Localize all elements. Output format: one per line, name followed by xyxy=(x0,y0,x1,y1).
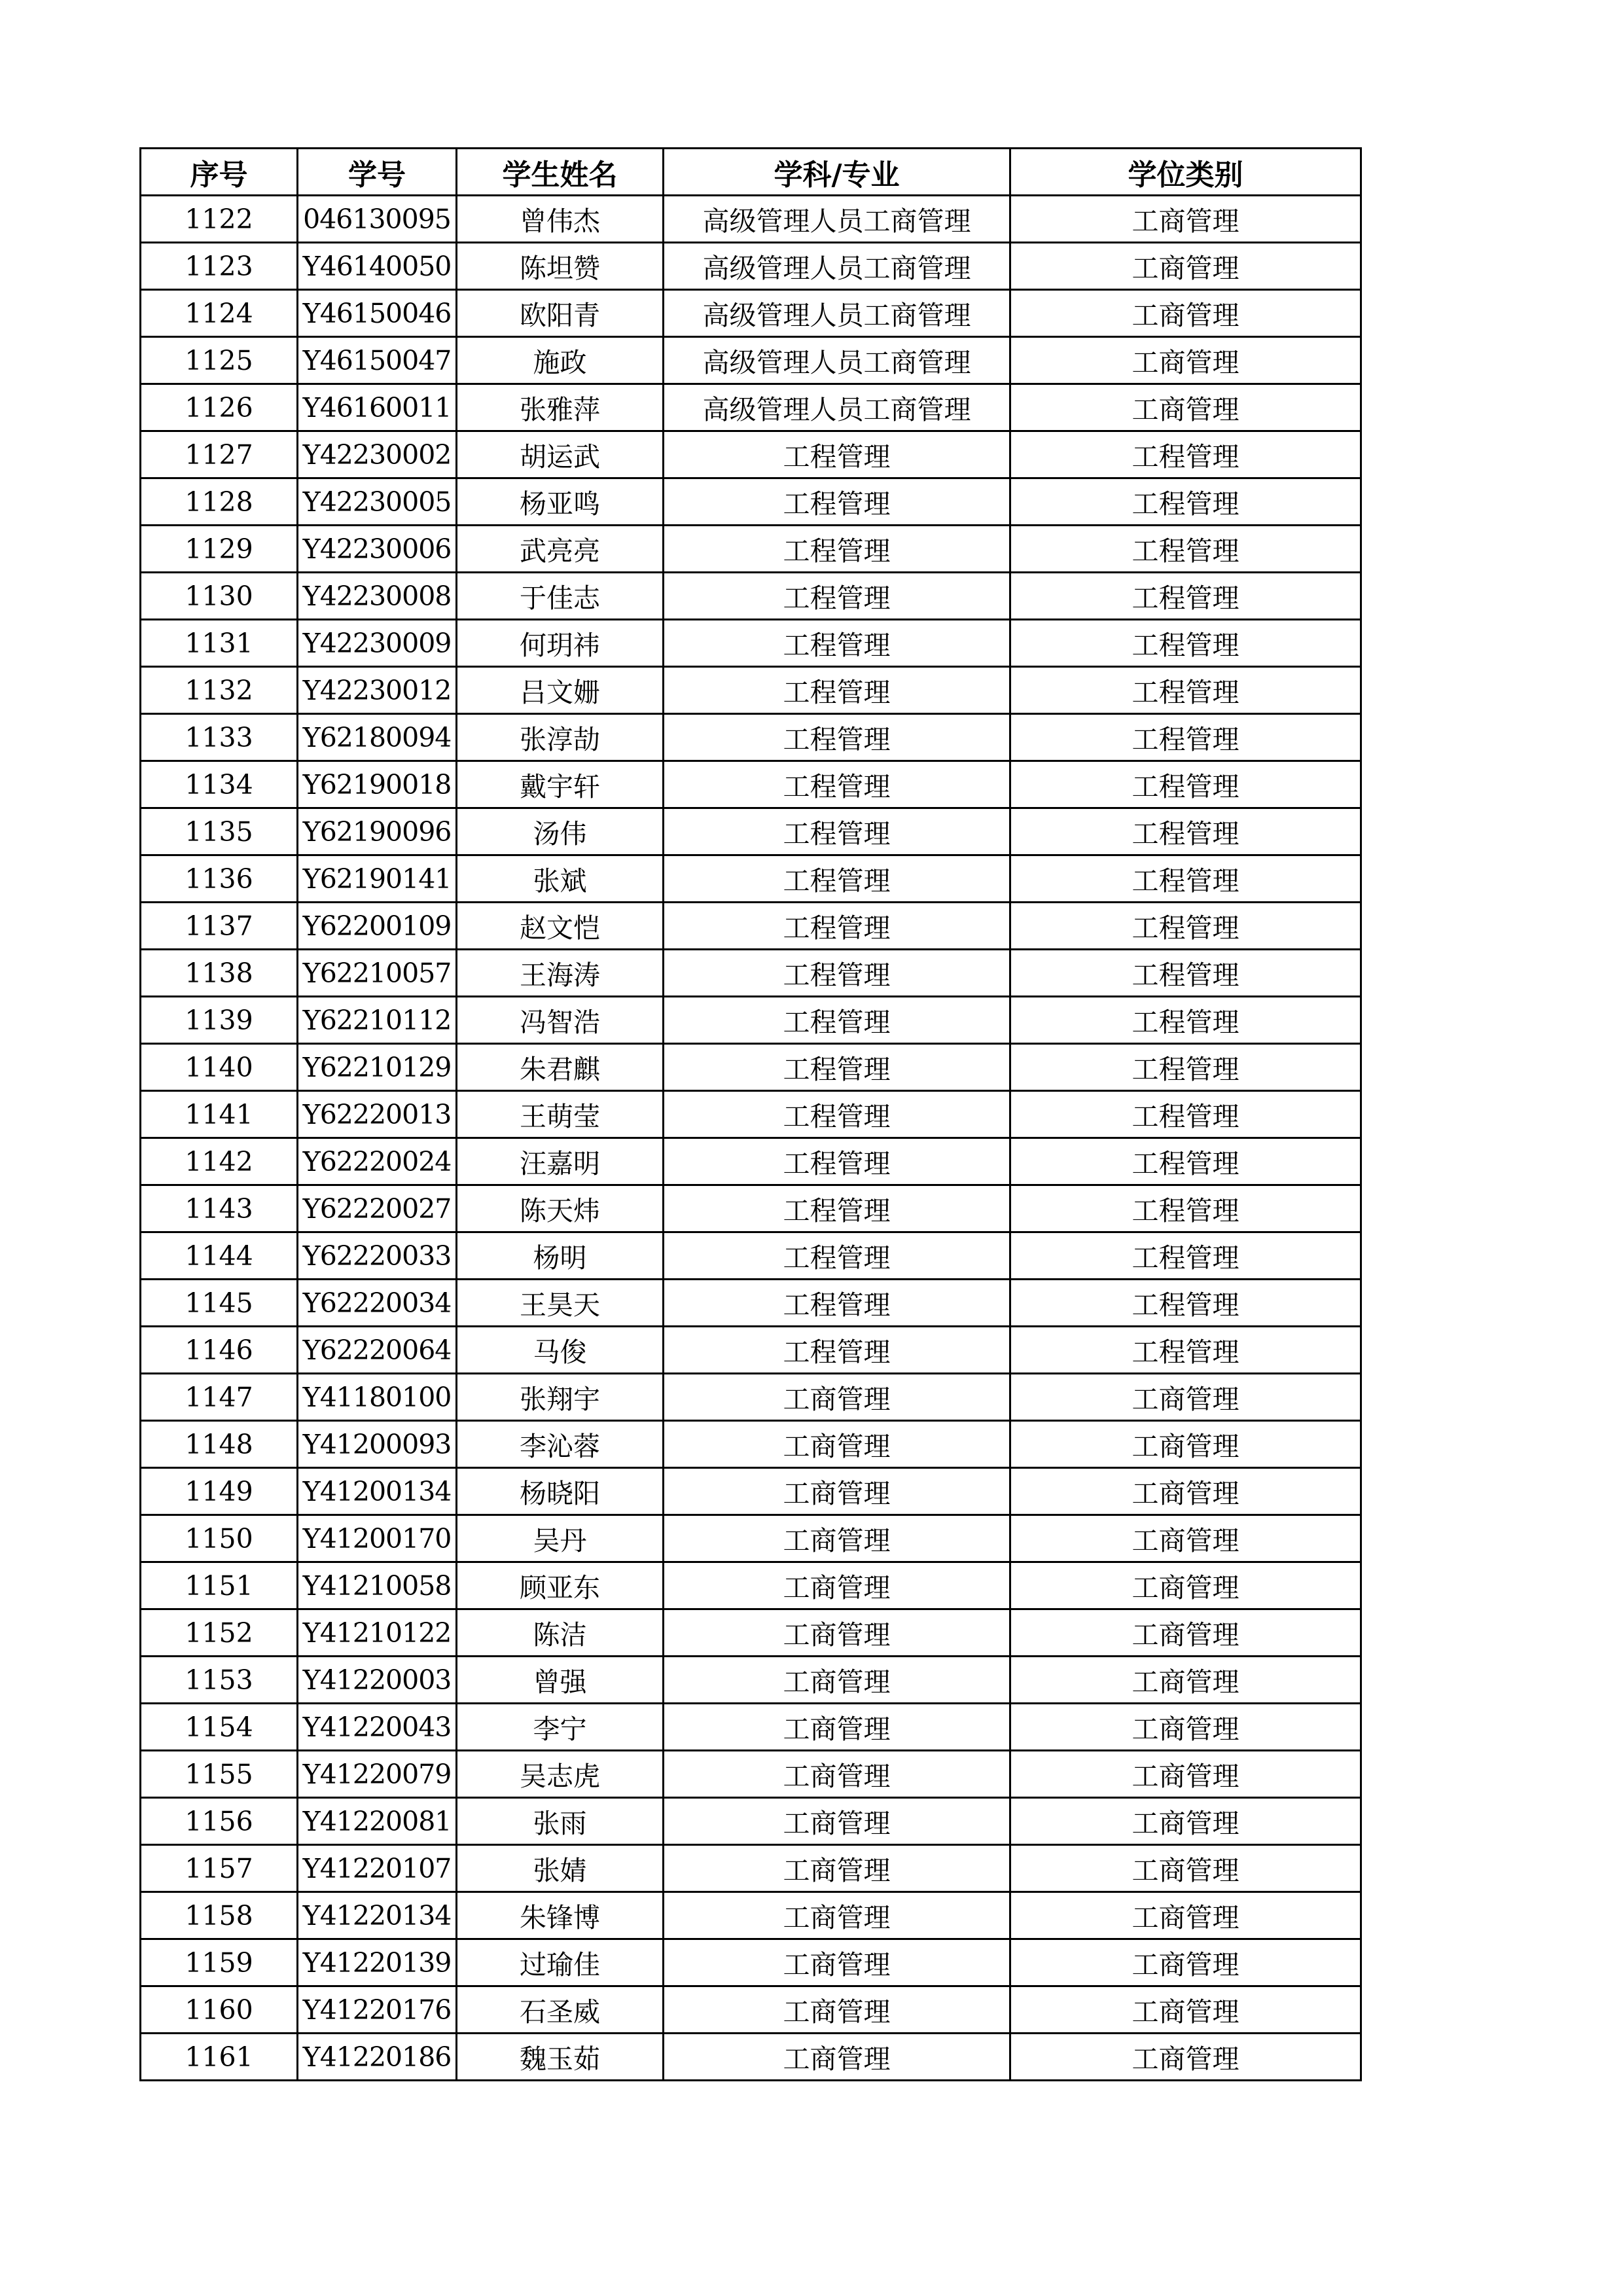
table-row xyxy=(141,903,1361,950)
cell-student-name: 武亮亮 xyxy=(457,526,664,573)
cell-student-name: 汤伟 xyxy=(457,808,664,855)
cell-seq: 1135 xyxy=(141,808,298,855)
cell-student-id: Y42230012 xyxy=(298,667,457,714)
cell-seq: 1157 xyxy=(141,1845,298,1892)
cell-major: 高级管理人员工商管理 xyxy=(664,337,1010,384)
cell-student-id: Y41220081 xyxy=(298,1798,457,1845)
cell-major: 工程管理 xyxy=(664,526,1010,573)
cell-degree-type: 工程管理 xyxy=(1010,1280,1361,1327)
table-row xyxy=(141,384,1361,431)
cell-degree-type: 工商管理 xyxy=(1010,1704,1361,1751)
cell-student-name: 吕文姗 xyxy=(457,667,664,714)
cell-degree-type: 工程管理 xyxy=(1010,997,1361,1044)
cell-student-id: Y62200109 xyxy=(298,903,457,950)
cell-degree-type: 工程管理 xyxy=(1010,1232,1361,1280)
cell-degree-type: 工商管理 xyxy=(1010,337,1361,384)
cell-degree-type: 工商管理 xyxy=(1010,290,1361,337)
cell-seq: 1138 xyxy=(141,950,298,997)
table-row xyxy=(141,337,1361,384)
cell-seq: 1150 xyxy=(141,1515,298,1562)
cell-degree-type: 工程管理 xyxy=(1010,855,1361,903)
cell-seq: 1132 xyxy=(141,667,298,714)
cell-degree-type: 工商管理 xyxy=(1010,1845,1361,1892)
cell-student-id: Y46150046 xyxy=(298,290,457,337)
cell-seq: 1152 xyxy=(141,1609,298,1657)
cell-student-id: Y62190096 xyxy=(298,808,457,855)
cell-major: 工商管理 xyxy=(664,1798,1010,1845)
cell-student-id: Y41220107 xyxy=(298,1845,457,1892)
cell-degree-type: 工商管理 xyxy=(1010,1421,1361,1468)
cell-student-name: 汪嘉明 xyxy=(457,1138,664,1185)
cell-student-name: 杨亚鸣 xyxy=(457,478,664,526)
table-row xyxy=(141,855,1361,903)
cell-degree-type: 工商管理 xyxy=(1010,2034,1361,2081)
table-row xyxy=(141,196,1361,243)
cell-seq: 1143 xyxy=(141,1185,298,1232)
cell-degree-type: 工程管理 xyxy=(1010,478,1361,526)
cell-student-id: Y46160011 xyxy=(298,384,457,431)
cell-degree-type: 工商管理 xyxy=(1010,1657,1361,1704)
table-row xyxy=(141,1892,1361,1939)
cell-student-name: 陈洁 xyxy=(457,1609,664,1657)
cell-student-name: 施政 xyxy=(457,337,664,384)
cell-seq: 1159 xyxy=(141,1939,298,1986)
cell-student-id: Y42230009 xyxy=(298,620,457,667)
table-row xyxy=(141,1562,1361,1609)
cell-degree-type: 工商管理 xyxy=(1010,1939,1361,1986)
cell-seq: 1125 xyxy=(141,337,298,384)
cell-major: 工程管理 xyxy=(664,761,1010,808)
table-row xyxy=(141,997,1361,1044)
table-row xyxy=(141,1704,1361,1751)
cell-student-name: 张雨 xyxy=(457,1798,664,1845)
cell-student-id: Y41210122 xyxy=(298,1609,457,1657)
cell-student-name: 吴丹 xyxy=(457,1515,664,1562)
cell-student-name: 曾伟杰 xyxy=(457,196,664,243)
table-row xyxy=(141,1044,1361,1091)
cell-seq: 1131 xyxy=(141,620,298,667)
table-row xyxy=(141,1657,1361,1704)
cell-major: 工商管理 xyxy=(664,2034,1010,2081)
cell-major: 工程管理 xyxy=(664,714,1010,761)
cell-seq: 1123 xyxy=(141,243,298,290)
cell-seq: 1136 xyxy=(141,855,298,903)
cell-student-name: 胡运武 xyxy=(457,431,664,478)
cell-seq: 1142 xyxy=(141,1138,298,1185)
cell-major: 工程管理 xyxy=(664,1232,1010,1280)
cell-student-name: 陈天炜 xyxy=(457,1185,664,1232)
cell-student-name: 马俊 xyxy=(457,1327,664,1374)
cell-student-id: Y41220176 xyxy=(298,1986,457,2034)
cell-student-name: 张翔宇 xyxy=(457,1374,664,1421)
cell-student-name: 张斌 xyxy=(457,855,664,903)
cell-student-id: Y62220027 xyxy=(298,1185,457,1232)
cell-degree-type: 工程管理 xyxy=(1010,573,1361,620)
header-seq: 序号 xyxy=(141,149,298,196)
cell-major: 工商管理 xyxy=(664,1751,1010,1798)
table-row xyxy=(141,1185,1361,1232)
cell-seq: 1126 xyxy=(141,384,298,431)
cell-major: 工商管理 xyxy=(664,1986,1010,2034)
cell-student-name: 陈坦赞 xyxy=(457,243,664,290)
cell-major: 工商管理 xyxy=(664,1609,1010,1657)
cell-seq: 1145 xyxy=(141,1280,298,1327)
cell-major: 工商管理 xyxy=(664,1374,1010,1421)
cell-seq: 1128 xyxy=(141,478,298,526)
table-row xyxy=(141,1468,1361,1515)
cell-seq: 1160 xyxy=(141,1986,298,2034)
cell-student-name: 杨晓阳 xyxy=(457,1468,664,1515)
cell-seq: 1151 xyxy=(141,1562,298,1609)
cell-major: 工程管理 xyxy=(664,620,1010,667)
cell-seq: 1140 xyxy=(141,1044,298,1091)
cell-student-name: 戴宇轩 xyxy=(457,761,664,808)
table-row xyxy=(141,1232,1361,1280)
cell-major: 工程管理 xyxy=(664,667,1010,714)
cell-major: 工商管理 xyxy=(664,1468,1010,1515)
cell-degree-type: 工商管理 xyxy=(1010,1609,1361,1657)
cell-student-id: Y41220003 xyxy=(298,1657,457,1704)
header-degree-type: 学位类别 xyxy=(1010,149,1361,196)
cell-major: 工程管理 xyxy=(664,1185,1010,1232)
cell-seq: 1141 xyxy=(141,1091,298,1138)
cell-student-name: 王昊天 xyxy=(457,1280,664,1327)
cell-student-name: 杨明 xyxy=(457,1232,664,1280)
table-header xyxy=(141,149,1361,196)
cell-major: 高级管理人员工商管理 xyxy=(664,384,1010,431)
cell-major: 工程管理 xyxy=(664,1044,1010,1091)
cell-major: 工程管理 xyxy=(664,950,1010,997)
cell-seq: 1133 xyxy=(141,714,298,761)
cell-student-name: 朱君麒 xyxy=(457,1044,664,1091)
cell-degree-type: 工程管理 xyxy=(1010,808,1361,855)
cell-student-name: 何玥祎 xyxy=(457,620,664,667)
cell-degree-type: 工程管理 xyxy=(1010,1185,1361,1232)
cell-major: 工程管理 xyxy=(664,1091,1010,1138)
cell-major: 工商管理 xyxy=(664,1421,1010,1468)
table-row xyxy=(141,431,1361,478)
header-student-name: 学生姓名 xyxy=(457,149,664,196)
cell-degree-type: 工商管理 xyxy=(1010,1374,1361,1421)
cell-student-id: Y62220064 xyxy=(298,1327,457,1374)
cell-seq: 1158 xyxy=(141,1892,298,1939)
cell-degree-type: 工商管理 xyxy=(1010,1515,1361,1562)
cell-student-id: Y62210129 xyxy=(298,1044,457,1091)
cell-seq: 1148 xyxy=(141,1421,298,1468)
cell-seq: 1139 xyxy=(141,997,298,1044)
cell-major: 工程管理 xyxy=(664,1138,1010,1185)
cell-student-id: Y62180094 xyxy=(298,714,457,761)
table-row xyxy=(141,1374,1361,1421)
cell-student-name: 欧阳青 xyxy=(457,290,664,337)
cell-seq: 1124 xyxy=(141,290,298,337)
cell-student-name: 张雅萍 xyxy=(457,384,664,431)
table-row xyxy=(141,1091,1361,1138)
table-row xyxy=(141,1327,1361,1374)
table-row xyxy=(141,2034,1361,2081)
cell-student-name: 吴志虎 xyxy=(457,1751,664,1798)
cell-major: 工商管理 xyxy=(664,1892,1010,1939)
table-row xyxy=(141,1280,1361,1327)
cell-major: 工程管理 xyxy=(664,1327,1010,1374)
header-student-id: 学号 xyxy=(298,149,457,196)
cell-student-name: 石圣威 xyxy=(457,1986,664,2034)
table-row xyxy=(141,1421,1361,1468)
cell-major: 工商管理 xyxy=(664,1845,1010,1892)
cell-degree-type: 工商管理 xyxy=(1010,1986,1361,2034)
cell-seq: 1130 xyxy=(141,573,298,620)
cell-major: 工程管理 xyxy=(664,808,1010,855)
cell-degree-type: 工程管理 xyxy=(1010,950,1361,997)
cell-degree-type: 工商管理 xyxy=(1010,1468,1361,1515)
cell-student-id: Y62220013 xyxy=(298,1091,457,1138)
cell-student-name: 张淳劼 xyxy=(457,714,664,761)
cell-student-name: 赵文恺 xyxy=(457,903,664,950)
cell-seq: 1156 xyxy=(141,1798,298,1845)
cell-seq: 1153 xyxy=(141,1657,298,1704)
cell-major: 高级管理人员工商管理 xyxy=(664,196,1010,243)
cell-degree-type: 工程管理 xyxy=(1010,903,1361,950)
cell-student-id: Y42230002 xyxy=(298,431,457,478)
cell-student-name: 李宁 xyxy=(457,1704,664,1751)
table-row xyxy=(141,1751,1361,1798)
cell-student-name: 曾强 xyxy=(457,1657,664,1704)
header-row xyxy=(141,149,1361,196)
cell-major: 工商管理 xyxy=(664,1657,1010,1704)
table-row xyxy=(141,243,1361,290)
cell-student-id: Y41210058 xyxy=(298,1562,457,1609)
table-row xyxy=(141,290,1361,337)
cell-student-id: Y41220134 xyxy=(298,1892,457,1939)
header-major: 学科/专业 xyxy=(664,149,1010,196)
cell-student-name: 朱锋博 xyxy=(457,1892,664,1939)
cell-student-id: Y62190018 xyxy=(298,761,457,808)
cell-major: 高级管理人员工商管理 xyxy=(664,243,1010,290)
cell-student-id: Y46150047 xyxy=(298,337,457,384)
table-row xyxy=(141,1609,1361,1657)
table-row xyxy=(141,950,1361,997)
table-row xyxy=(141,714,1361,761)
table-row xyxy=(141,1845,1361,1892)
cell-student-id: Y41220043 xyxy=(298,1704,457,1751)
table-row xyxy=(141,761,1361,808)
cell-seq: 1134 xyxy=(141,761,298,808)
cell-degree-type: 工程管理 xyxy=(1010,526,1361,573)
cell-student-name: 过瑜佳 xyxy=(457,1939,664,1986)
cell-major: 工程管理 xyxy=(664,1280,1010,1327)
cell-student-name: 冯智浩 xyxy=(457,997,664,1044)
cell-degree-type: 工程管理 xyxy=(1010,667,1361,714)
cell-student-id: Y62220033 xyxy=(298,1232,457,1280)
table-row xyxy=(141,620,1361,667)
cell-seq: 1146 xyxy=(141,1327,298,1374)
cell-seq: 1137 xyxy=(141,903,298,950)
cell-degree-type: 工商管理 xyxy=(1010,1751,1361,1798)
cell-major: 工程管理 xyxy=(664,903,1010,950)
cell-student-id: Y41200134 xyxy=(298,1468,457,1515)
cell-student-id: Y42230005 xyxy=(298,478,457,526)
cell-degree-type: 工程管理 xyxy=(1010,1091,1361,1138)
table-row xyxy=(141,573,1361,620)
cell-student-id: Y62220034 xyxy=(298,1280,457,1327)
cell-seq: 1129 xyxy=(141,526,298,573)
cell-student-id: Y41200170 xyxy=(298,1515,457,1562)
cell-student-id: Y62210112 xyxy=(298,997,457,1044)
cell-seq: 1149 xyxy=(141,1468,298,1515)
cell-degree-type: 工程管理 xyxy=(1010,1138,1361,1185)
cell-student-id: Y62190141 xyxy=(298,855,457,903)
cell-seq: 1147 xyxy=(141,1374,298,1421)
cell-seq: 1161 xyxy=(141,2034,298,2081)
cell-student-name: 张婧 xyxy=(457,1845,664,1892)
table-row xyxy=(141,1986,1361,2034)
cell-major: 工程管理 xyxy=(664,431,1010,478)
cell-degree-type: 工程管理 xyxy=(1010,714,1361,761)
cell-seq: 1122 xyxy=(141,196,298,243)
cell-student-name: 于佳志 xyxy=(457,573,664,620)
cell-seq: 1144 xyxy=(141,1232,298,1280)
cell-major: 高级管理人员工商管理 xyxy=(664,290,1010,337)
table-body xyxy=(141,196,1361,2081)
cell-student-id: Y41220186 xyxy=(298,2034,457,2081)
cell-seq: 1155 xyxy=(141,1751,298,1798)
cell-degree-type: 工商管理 xyxy=(1010,243,1361,290)
table-row xyxy=(141,526,1361,573)
table-row xyxy=(141,1939,1361,1986)
cell-student-name: 顾亚东 xyxy=(457,1562,664,1609)
cell-degree-type: 工程管理 xyxy=(1010,620,1361,667)
cell-student-id: 046130095 xyxy=(298,196,457,243)
cell-major: 工商管理 xyxy=(664,1515,1010,1562)
cell-student-id: Y41180100 xyxy=(298,1374,457,1421)
cell-major: 工商管理 xyxy=(664,1562,1010,1609)
cell-student-id: Y62220024 xyxy=(298,1138,457,1185)
cell-student-name: 魏玉茹 xyxy=(457,2034,664,2081)
cell-degree-type: 工商管理 xyxy=(1010,384,1361,431)
cell-degree-type: 工商管理 xyxy=(1010,196,1361,243)
cell-degree-type: 工商管理 xyxy=(1010,1798,1361,1845)
cell-student-id: Y46140050 xyxy=(298,243,457,290)
cell-major: 工程管理 xyxy=(664,855,1010,903)
cell-student-id: Y41220079 xyxy=(298,1751,457,1798)
cell-student-id: Y62210057 xyxy=(298,950,457,997)
cell-student-name: 王海涛 xyxy=(457,950,664,997)
table-row xyxy=(141,1515,1361,1562)
cell-major: 工商管理 xyxy=(664,1704,1010,1751)
cell-major: 工程管理 xyxy=(664,997,1010,1044)
cell-student-name: 王萌莹 xyxy=(457,1091,664,1138)
cell-student-id: Y41200093 xyxy=(298,1421,457,1468)
degree-list-table xyxy=(139,147,1362,2081)
cell-major: 工程管理 xyxy=(664,573,1010,620)
cell-major: 工程管理 xyxy=(664,478,1010,526)
cell-degree-type: 工程管理 xyxy=(1010,1327,1361,1374)
cell-student-id: Y42230006 xyxy=(298,526,457,573)
table-row xyxy=(141,667,1361,714)
cell-student-id: Y42230008 xyxy=(298,573,457,620)
cell-degree-type: 工商管理 xyxy=(1010,1892,1361,1939)
cell-student-name: 李沁蓉 xyxy=(457,1421,664,1468)
cell-degree-type: 工程管理 xyxy=(1010,431,1361,478)
cell-degree-type: 工商管理 xyxy=(1010,1562,1361,1609)
cell-seq: 1154 xyxy=(141,1704,298,1751)
table-row xyxy=(141,1798,1361,1845)
cell-degree-type: 工程管理 xyxy=(1010,761,1361,808)
table-row xyxy=(141,478,1361,526)
cell-student-id: Y41220139 xyxy=(298,1939,457,1986)
cell-degree-type: 工程管理 xyxy=(1010,1044,1361,1091)
table-row xyxy=(141,808,1361,855)
table-row xyxy=(141,1138,1361,1185)
cell-seq: 1127 xyxy=(141,431,298,478)
cell-major: 工商管理 xyxy=(664,1939,1010,1986)
